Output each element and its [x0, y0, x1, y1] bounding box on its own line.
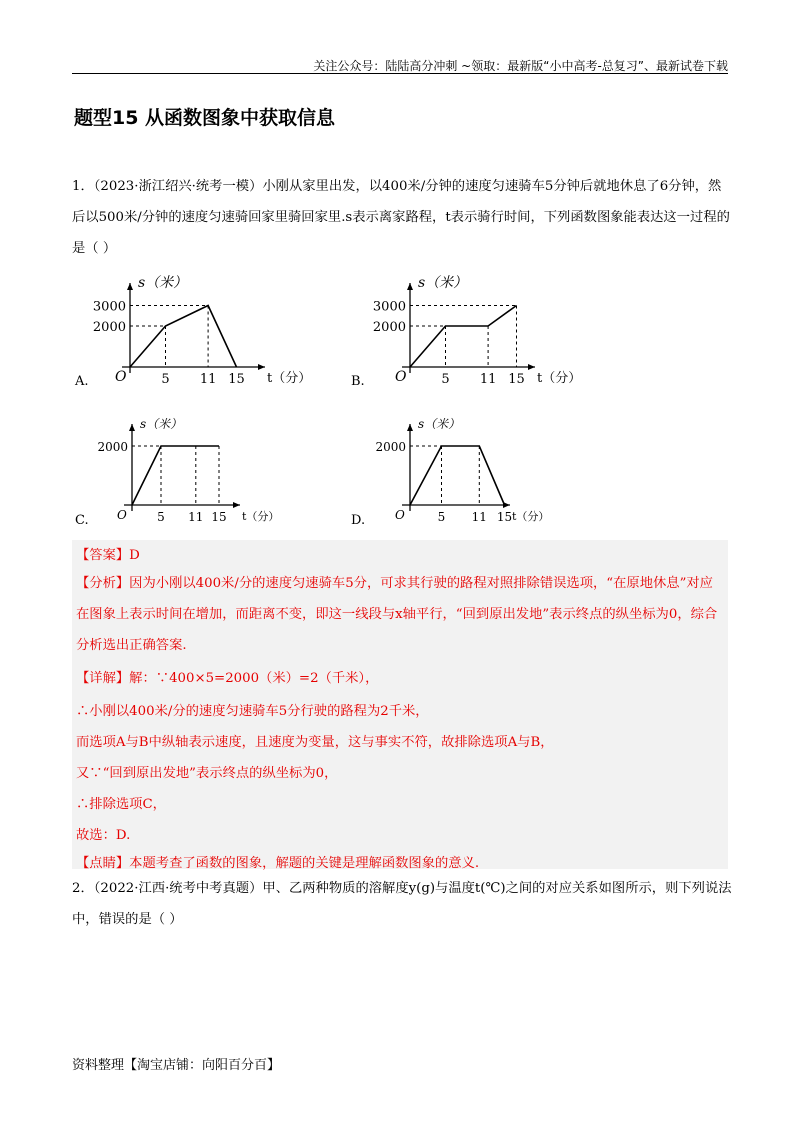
- detail-line: 而选项A与B中纵轴表示速度，且速度为变量，这与事实不符，故排除选项A与B，: [76, 735, 554, 750]
- x-tick-label: 11: [471, 510, 487, 524]
- graph-series-line: [410, 306, 517, 368]
- y-axis-arrow: [127, 283, 133, 290]
- origin-label: O: [115, 369, 127, 385]
- graph-series-line: [410, 446, 505, 505]
- x-axis-label: t（分）: [267, 371, 312, 386]
- origin-label: O: [117, 508, 127, 522]
- option-c-label: C.: [75, 513, 89, 528]
- option-a-graph: [92, 265, 312, 400]
- answer-line: 【答案】D: [76, 548, 140, 563]
- y-tick-label: 2000: [92, 320, 126, 335]
- page-title: 题型15 从函数图象中获取信息: [74, 107, 336, 129]
- x-tick-label: 11: [479, 372, 497, 387]
- x-axis-arrow: [258, 364, 265, 370]
- option-c-graph: [97, 410, 280, 530]
- y-axis-label: s（米）: [140, 417, 183, 431]
- y-axis-arrow: [129, 424, 135, 431]
- header-rule: [72, 73, 728, 74]
- detail-line: 故选：D.: [76, 828, 131, 843]
- x-tick-label: 11: [199, 372, 217, 387]
- y-tick-label: 2000: [375, 440, 406, 454]
- x-tick-label: 5: [441, 372, 450, 387]
- detail-line: 又∵“回到原出发地”表示终点的纵坐标为0，: [76, 766, 338, 781]
- detail-line: 【详解】解：∵400×5=2000（米）=2（千米），: [76, 671, 379, 686]
- option-d-graph: [370, 410, 550, 530]
- x-axis-arrow: [233, 502, 240, 508]
- x-tick-label: 11: [188, 510, 204, 524]
- question-2-text: 2．（2022·江西·统考中考真题）甲、乙两种物质的溶解度y(g)与温度t(℃)之间的对应关系如图所示，则下列说法中，错误的是（ ）: [72, 881, 732, 927]
- option-d-label: D.: [351, 513, 366, 528]
- x-axis-label: t（分）: [512, 510, 550, 523]
- origin-label: O: [395, 369, 407, 385]
- y-tick-label: 2000: [97, 440, 128, 454]
- x-tick-label: 15: [228, 372, 245, 387]
- option-b-graph: [370, 265, 580, 400]
- y-axis-label: s（米）: [418, 275, 468, 291]
- footer-text: 资料整理【淘宝店铺：向阳百分百】: [72, 1058, 281, 1073]
- detail-line: ∴排除选项C，: [76, 797, 166, 812]
- x-tick-label: 5: [157, 510, 165, 524]
- x-axis-label: t（分）: [242, 510, 280, 523]
- origin-label: O: [395, 508, 405, 522]
- header-text: 关注公众号：陆陆高分冲刺 ~领取：最新版“小中高考-总复习”、最新试卷下载: [313, 59, 728, 73]
- x-tick-label: 15: [496, 510, 513, 524]
- y-axis-label: s（米）: [418, 417, 461, 431]
- x-tick-label: 15: [211, 510, 227, 524]
- option-a-label: A.: [75, 374, 89, 389]
- analysis-text: 【分析】因为小刚以400米/分的速度匀速骑车5分，可求其行驶的路程对照排除错误选项，“在原地休息”对应在图象上表示时间在增加，而距离不变，即这一线段与x轴平行，“回到原出发地”表示终点的纵坐标为0，综合分析选出正确答案.: [76, 576, 718, 653]
- x-axis-arrow: [528, 364, 535, 370]
- question-1-text: 1．（2023·浙江绍兴·统考一模）小刚从家里出发，以400米/分钟的速度匀速骑车5分钟后就地休息了6分钟，然后以500米/分钟的速度匀速骑回家里骑回家里.s表示离家路程，t表示骑行时间，下列函数图象能表达这一过程的是（ ）: [72, 179, 730, 256]
- x-axis-label: t（分）: [537, 371, 582, 386]
- x-tick-label: 5: [437, 510, 446, 524]
- y-axis-arrow: [407, 424, 413, 431]
- key-point-line: 【点睛】本题考查了函数的图象，解题的关键是理解函数图象的意义.: [76, 856, 480, 871]
- x-tick-label: 5: [161, 372, 170, 387]
- graph-series-line: [130, 306, 237, 368]
- x-tick-label: 15: [508, 372, 525, 387]
- y-axis-label: s（米）: [138, 275, 188, 291]
- y-axis-arrow: [407, 283, 413, 290]
- y-tick-label: 3000: [372, 299, 406, 315]
- option-b-label: B.: [351, 374, 365, 389]
- detail-line: ∴小刚以400米/分的速度匀速骑车5分行驶的路程为2千米，: [76, 704, 429, 719]
- graph-series-line: [132, 446, 219, 505]
- y-tick-label: 3000: [92, 299, 126, 315]
- y-tick-label: 2000: [372, 320, 406, 335]
